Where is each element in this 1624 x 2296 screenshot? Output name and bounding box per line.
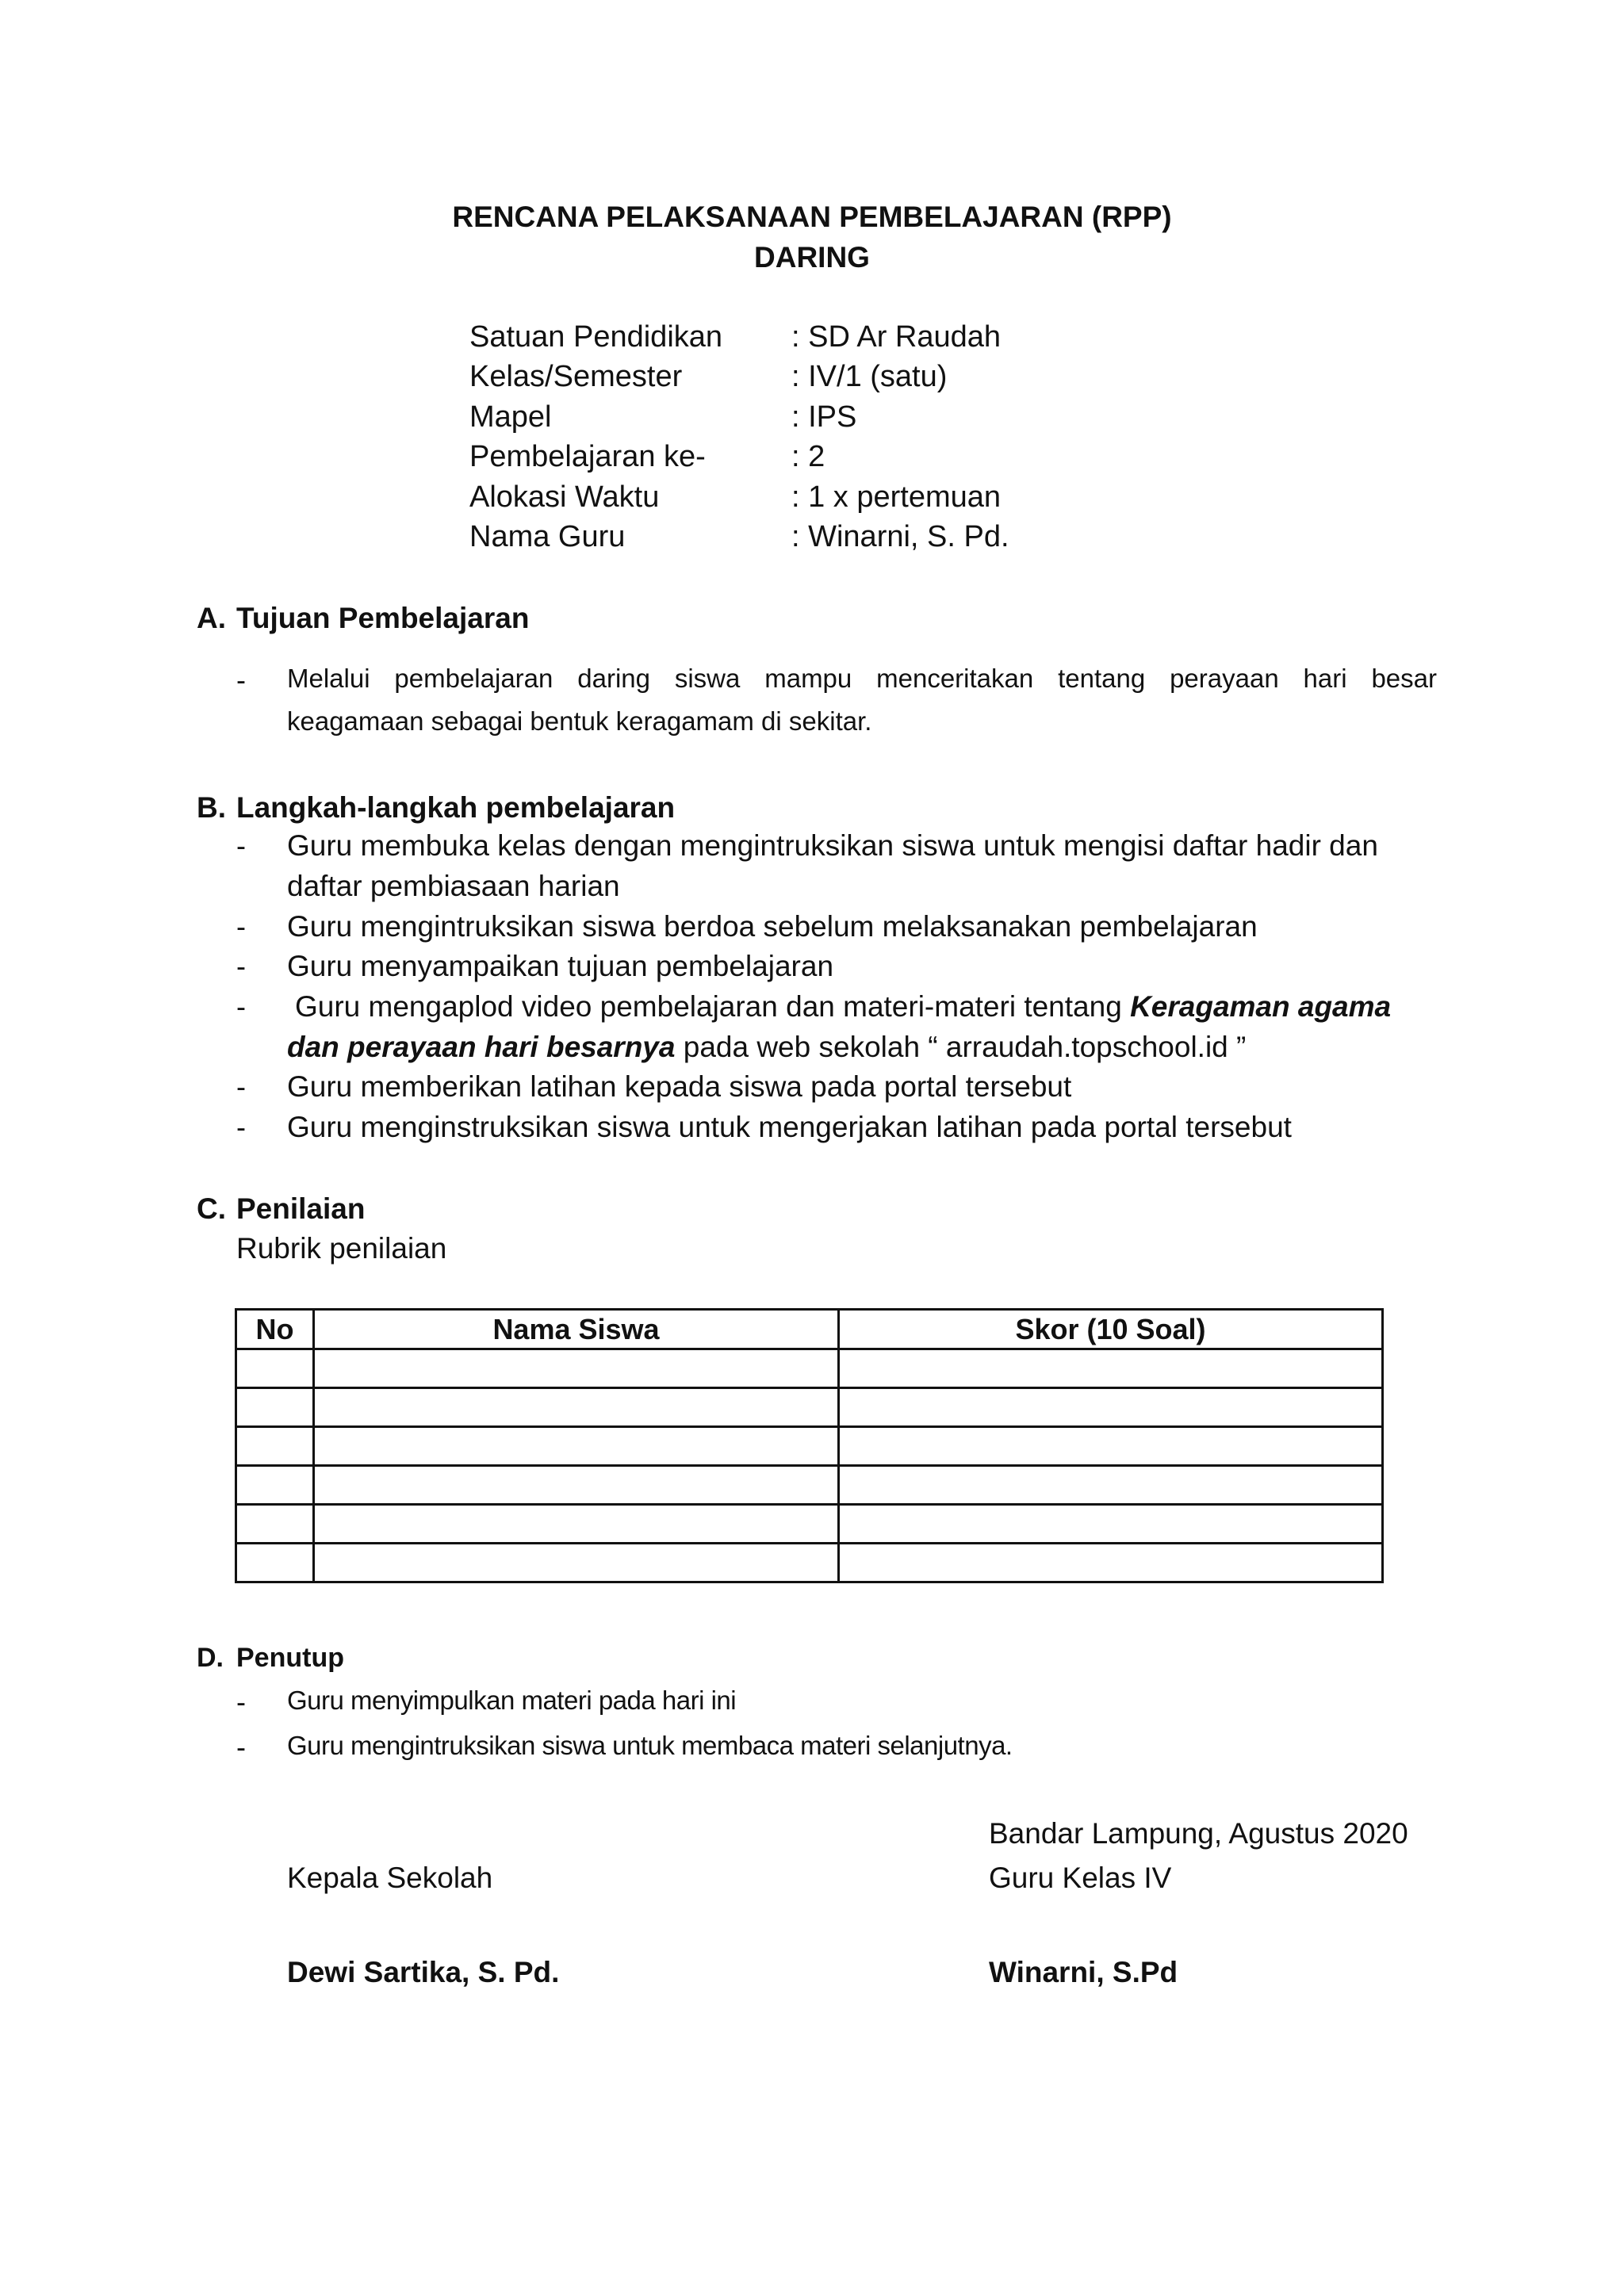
section-b-item4-emphasis-cont: dan perayaan hari besarnya [287,1031,676,1063]
bullet-dash: - [236,1070,246,1103]
left-signatory-role: Kepala Sekolah [287,1862,493,1894]
identity-label: Kelas/Semester [469,360,683,393]
table-cell [236,1544,314,1582]
rubric-table [235,1308,1384,1583]
bullet-dash: - [236,829,246,862]
table-row [236,1388,1383,1427]
table-cell [314,1544,839,1582]
section-b-item1-line1: Guru membuka kelas dengan mengintruksikan siswa untuk mengisi daftar hadir dan [287,829,1378,862]
section-d-letter: D. [197,1643,224,1673]
identity-label: Pembelajaran ke- [469,440,706,473]
section-b-letter: B. [197,791,226,824]
place-date: Bandar Lampung, Agustus 2020 [989,1817,1408,1850]
table-cell [314,1388,839,1427]
table-cell [236,1388,314,1427]
table-row [236,1349,1383,1388]
table-cell [839,1427,1383,1466]
section-b-heading: Langkah-langkah pembelajaran [236,791,676,824]
section-c-heading: Penilaian [236,1192,366,1225]
identity-label: Nama Guru [469,520,626,553]
identity-value: : SD Ar Raudah [791,320,1002,354]
section-b-item4-line2 [287,1031,1246,1064]
table-cell [839,1349,1383,1388]
column-header-skor: Skor (10 Soal) [839,1310,1383,1349]
section-a-letter: A. [197,602,226,634]
identity-label: Satuan Pendidikan [469,320,723,354]
section-b-item4-line1 [295,990,1391,1024]
section-c-subheading: Rubrik penilaian [236,1232,447,1265]
table-cell [314,1349,839,1388]
left-signatory-name: Dewi Sartika, S. Pd. [287,1956,560,1988]
section-b-item4-emphasis: Keragaman agama [1130,990,1392,1023]
section-d-item2: Guru mengintruksikan siswa untuk membaca materi selanjutnya. [287,1731,1013,1760]
bullet-dash: - [236,1686,246,1718]
table-cell [314,1466,839,1505]
identity-label: Alokasi Waktu [469,480,660,514]
section-b-item2: Guru mengintruksikan siswa berdoa sebelum melaksanakan pembelajaran [287,910,1258,943]
section-b-item4-text: Guru mengaplod video pembelajaran dan materi-materi tentang [295,990,1122,1023]
section-b-item3: Guru menyampaikan tujuan pembelajaran [287,950,834,982]
table-cell [839,1466,1383,1505]
column-header-nama-siswa: Nama Siswa [314,1310,839,1349]
document-subtitle: DARING [754,241,870,274]
column-header-no: No [236,1310,314,1349]
table-cell [839,1388,1383,1427]
section-b-item1-line2: daftar pembiasaan harian [287,870,620,902]
identity-value: : IV/1 (satu) [791,360,948,393]
table-row [236,1466,1383,1505]
identity-label: Mapel [469,400,552,434]
table-cell [236,1505,314,1544]
table-cell [314,1505,839,1544]
table-row [236,1427,1383,1466]
table-row [236,1505,1383,1544]
section-a-text-line2: keagamaan sebagai bentuk keragamam di sekitar. [287,706,872,736]
identity-value: : IPS [791,400,857,434]
table-cell [839,1544,1383,1582]
table-row [236,1544,1383,1582]
section-d-item1: Guru menyimpulkan materi pada hari ini [287,1686,737,1715]
bullet-dash: - [236,990,246,1023]
bullet-dash: - [236,1731,246,1763]
section-b-item6: Guru menginstruksikan siswa untuk mengerjakan latihan pada portal tersebut [287,1111,1292,1143]
right-signatory-name: Winarni, S.Pd [989,1956,1178,1988]
identity-value: : Winarni, S. Pd. [791,520,1009,553]
bullet-dash: - [236,664,246,696]
identity-value: : 2 [791,440,825,473]
table-cell [236,1466,314,1505]
bullet-dash: - [236,950,246,982]
right-signatory-role: Guru Kelas IV [989,1862,1172,1894]
section-a-heading: Tujuan Pembelajaran [236,602,530,634]
section-a-text-line1: Melalui pembelajaran daring siswa mampu menceritakan tentang perayaan hari besar [287,664,1437,693]
table-header-row [236,1310,1383,1349]
bullet-dash: - [236,910,246,943]
bullet-dash: - [236,1111,246,1143]
section-c-letter: C. [197,1192,226,1225]
section-d-heading: Penutup [236,1643,344,1673]
section-b-item4-text-cont: pada web sekolah “ arraudah.topschool.id ” [683,1031,1247,1063]
table-cell [314,1427,839,1466]
identity-value: : 1 x pertemuan [791,480,1002,514]
table-cell [236,1349,314,1388]
document-title: RENCANA PELAKSANAAN PEMBELAJARAN (RPP) [452,201,1172,233]
table-cell [236,1427,314,1466]
table-cell [839,1505,1383,1544]
section-b-item5: Guru memberikan latihan kepada siswa pada portal tersebut [287,1070,1072,1103]
